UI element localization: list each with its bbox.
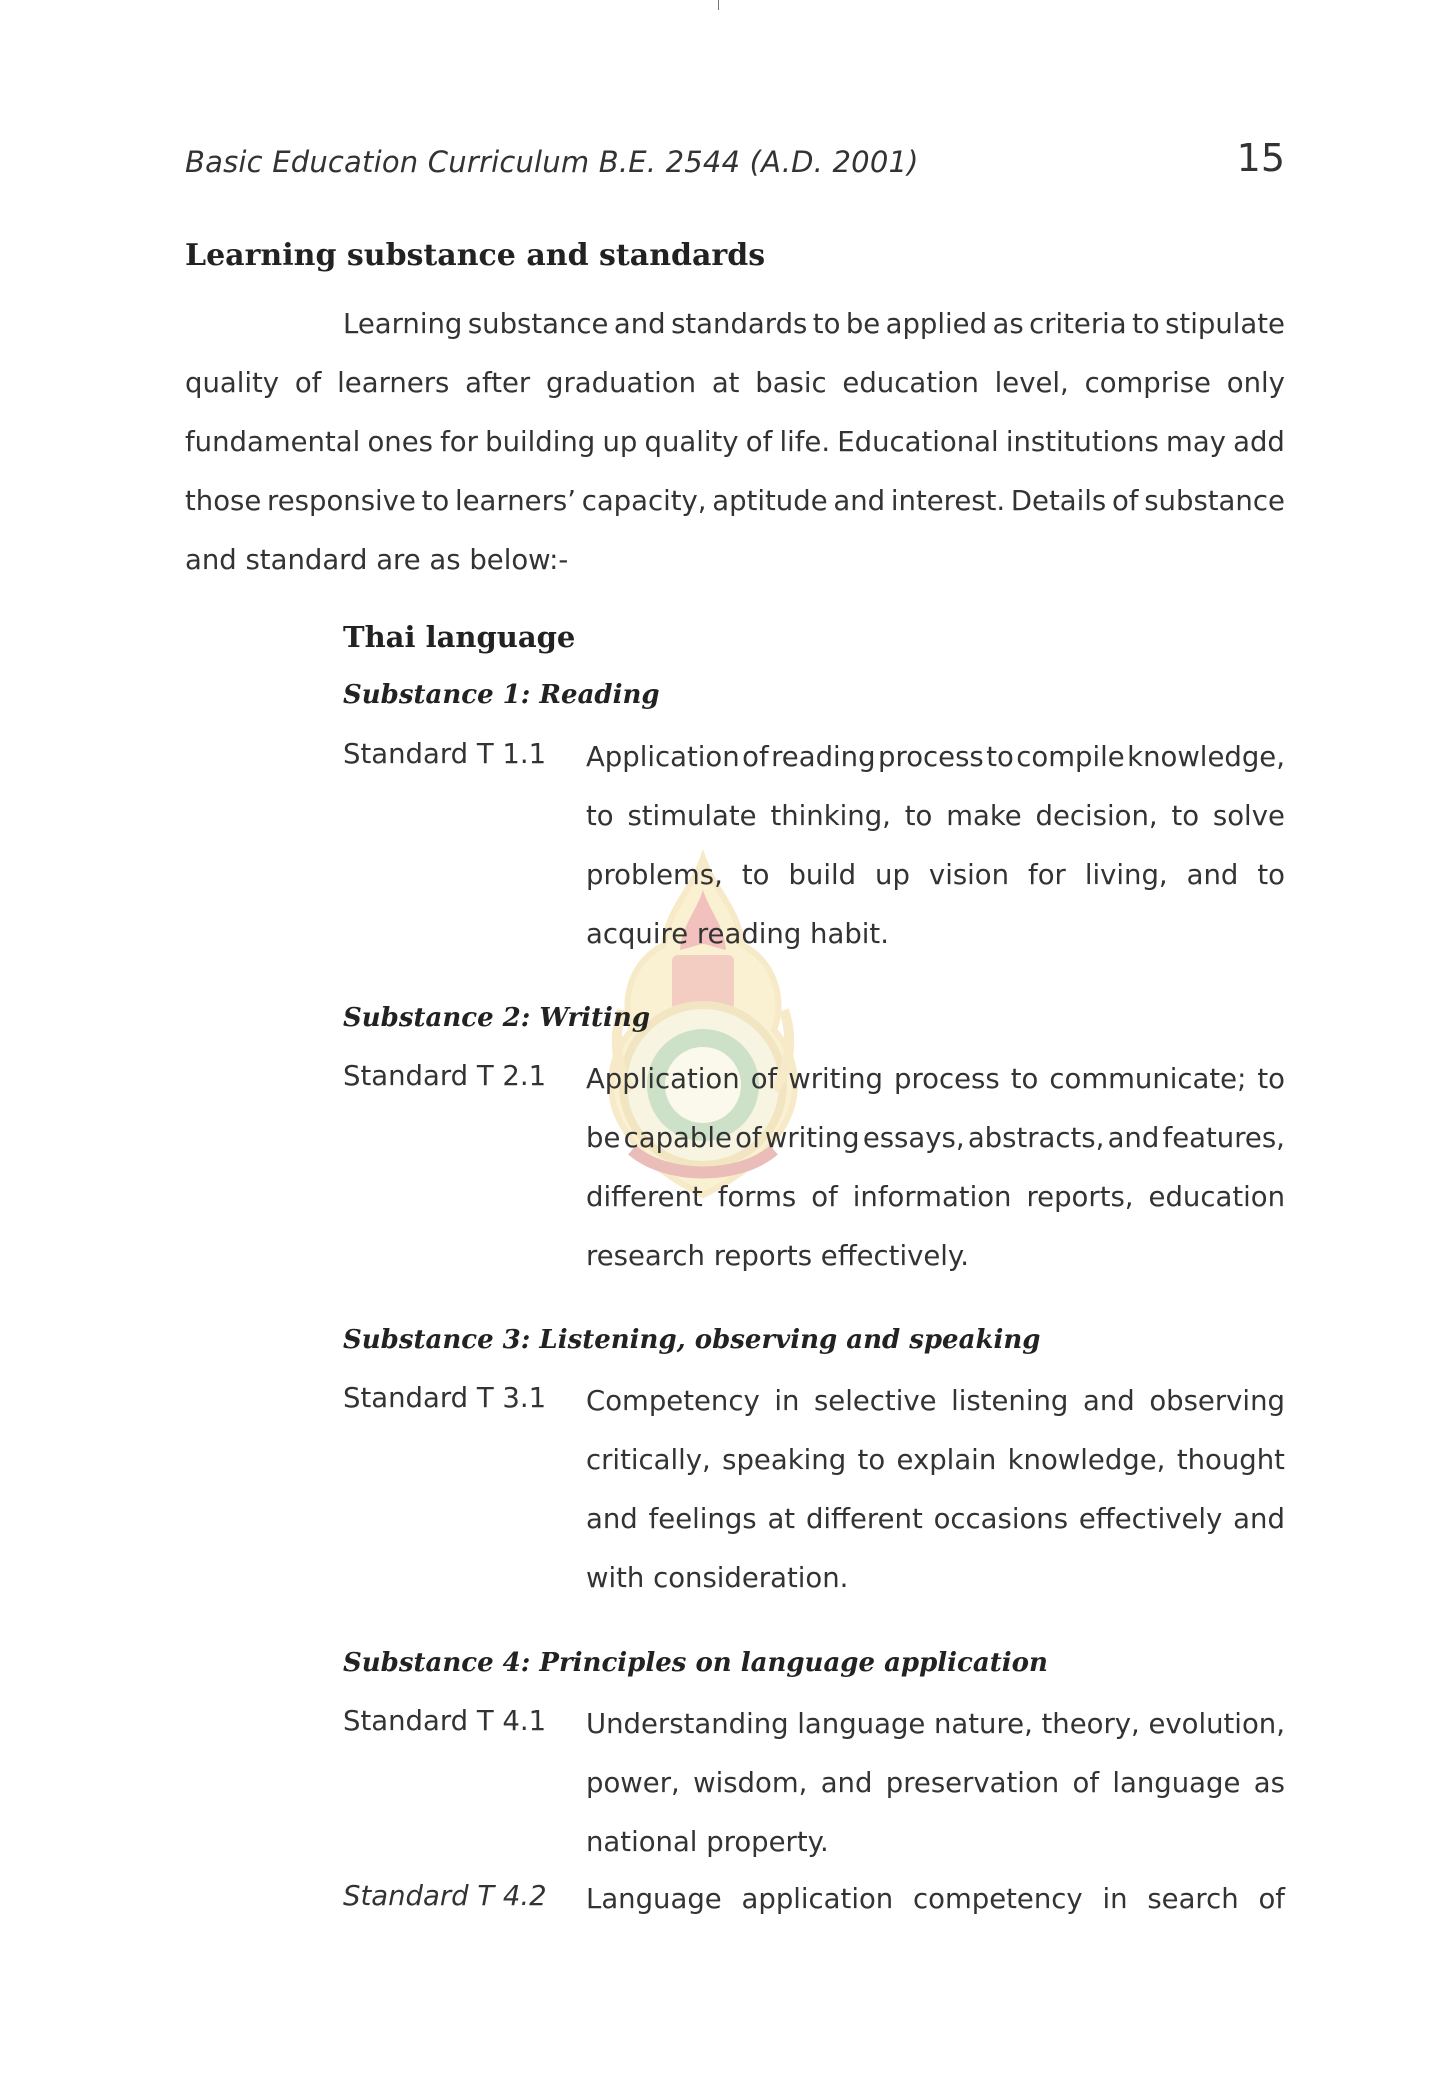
standard-line: acquire reading habit. — [586, 918, 889, 950]
standard-line: Language application competency in search of — [586, 1883, 1285, 1915]
intro-paragraph — [185, 295, 1285, 590]
standard-label: Standard T 2.1 — [343, 1060, 547, 1092]
standard-text — [586, 1870, 1285, 1929]
standard-line: different forms of information reports, education — [586, 1181, 1285, 1213]
standard-label: Standard T 4.2 — [343, 1880, 547, 1912]
running-header: Basic Education Curriculum B.E. 2544 (A.D. 2001) — [185, 145, 919, 179]
intro-line: fundamental ones for building up quality of life. Educational institutions may add — [185, 426, 1285, 458]
page-number: 15 — [1236, 136, 1285, 180]
standard-line: with consideration. — [586, 1562, 849, 1594]
standard-line: critically, speaking to explain knowledge, thought — [586, 1444, 1285, 1476]
subject-title: Thai language — [343, 620, 576, 654]
standard-line: and feelings at different occasions effectively and — [586, 1503, 1285, 1535]
standard-label: Standard T 1.1 — [343, 738, 547, 770]
standard-label: Standard T 4.1 — [343, 1705, 547, 1737]
standard-line: Competency in selective listening and observing — [586, 1385, 1285, 1417]
standard-label: Standard T 3.1 — [343, 1382, 547, 1414]
standard-text — [586, 1050, 1285, 1286]
standard-text — [586, 728, 1285, 964]
standard-text — [586, 1372, 1285, 1608]
intro-line: quality of learners after graduation at basic education level, comprise only — [185, 367, 1285, 399]
standard-line: Understanding language nature, theory, evolution, — [586, 1708, 1285, 1740]
crop-mark — [718, 0, 719, 10]
standard-line: problems, to build up vision for living, and to — [586, 859, 1285, 891]
standard-line: Application of reading process to compile knowledge, — [586, 741, 1285, 773]
standard-line: Application of writing process to communicate; to — [586, 1063, 1285, 1095]
substance-heading: Substance 4: Principles on language application — [343, 1648, 1048, 1678]
substance-heading: Substance 1: Reading — [343, 680, 660, 710]
standard-line: national property. — [586, 1826, 829, 1858]
standard-line: research reports effectively. — [586, 1240, 970, 1272]
standard-line: power, wisdom, and preservation of language as — [586, 1767, 1285, 1799]
standard-line: be capable of writing essays, abstracts, and features, — [586, 1122, 1285, 1154]
standard-text — [586, 1695, 1285, 1872]
standard-line: to stimulate thinking, to make decision, to solve — [586, 800, 1285, 832]
intro-line: Learning substance and standards to be applied as criteria to stipulate — [343, 308, 1285, 340]
intro-line: and standard are as below:- — [185, 544, 569, 576]
intro-line: those responsive to learners’ capacity, aptitude and interest. Details of substance — [185, 485, 1285, 517]
section-title: Learning substance and standards — [185, 238, 766, 273]
substance-heading: Substance 2: Writing — [343, 1003, 650, 1033]
substance-heading: Substance 3: Listening, observing and speaking — [343, 1325, 1041, 1355]
